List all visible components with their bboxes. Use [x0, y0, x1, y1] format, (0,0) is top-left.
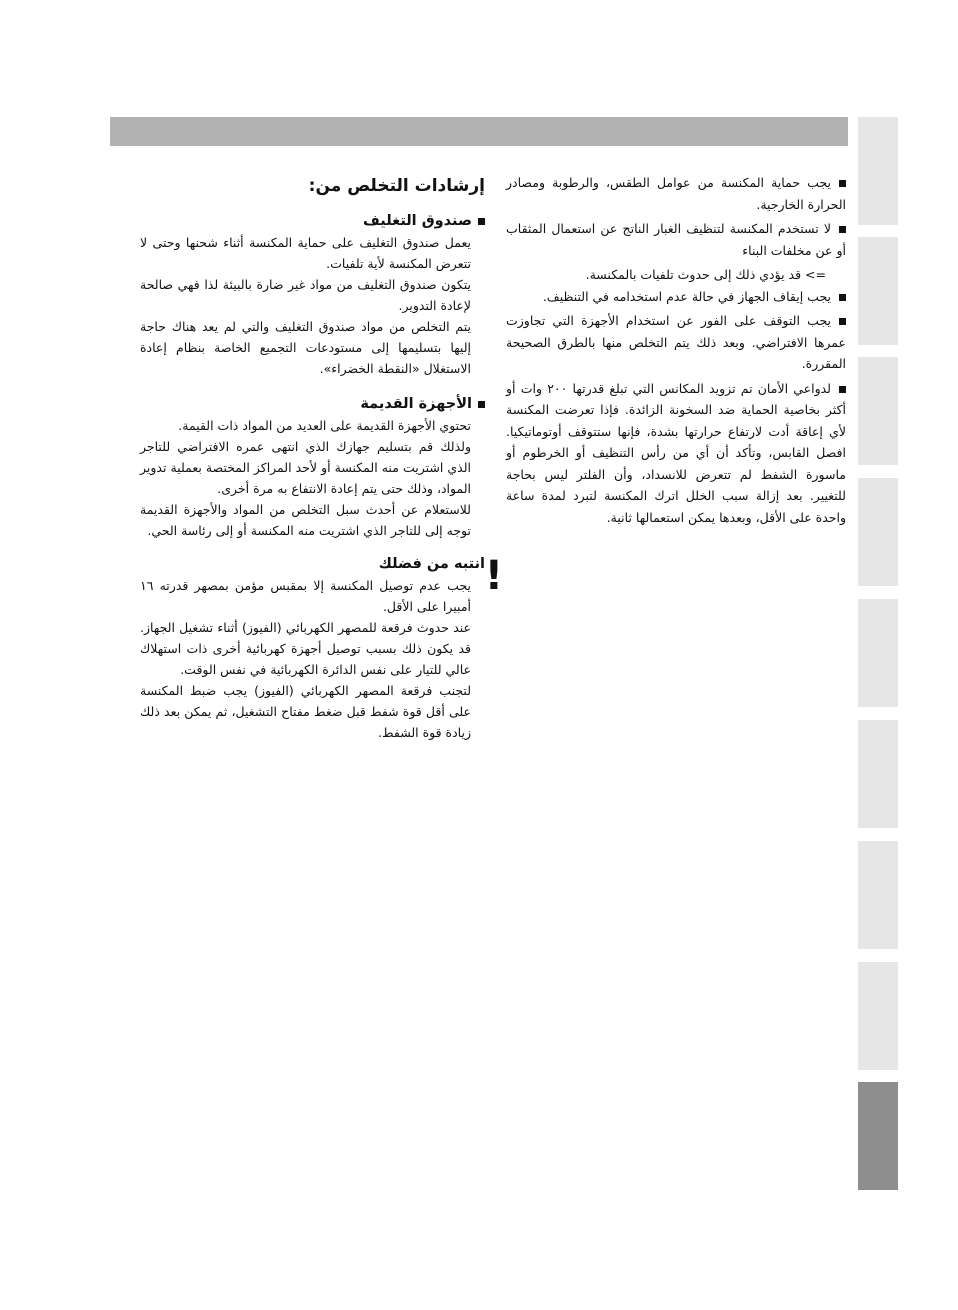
left-column [140, 172, 503, 743]
bullet-old-devices: يجب التوقف على الفور عن استخدام الأجهزة التي تجاوزت عمرها الافتراضي. وبعد ذلك يتم التخلص منها بالطرق الصحيحة المقررة. [506, 313, 846, 371]
bullet-overheat: لدواعي الأمان تم تزويد المكانس التي تبلغ قدرتها ٢٠٠ وات أو أكثر بخاصية الحماية ضد السخونة الزائدة. فإذا تعرضت المكنسة لأي إعاقة أدت لارتفاع حرارتها بشدة، فإنها ستتوقف أوتوماتيكيا. افصل القابس، وتأكد أن أي من رأس التنظيف أو الخرطوم أو ماسورة الشفط لم تتعرض للانسداد، وأن الفلتر ليس بحاجة للتغيير. بعد إزالة سبب الخلل اترك المكنسة لتبرد لمدة ساعة واحدة على الأقل، وبعدها يمكن استعمالها ثانية. [506, 380, 846, 525]
header-bar [110, 117, 848, 146]
attention-para-3: لتجنب فرقعة المصهر الكهربائي (الفيوز) يجب ضبط المكنسة على أقل قوة شفط قبل ضغط مفتاح التشغيل، ثم يمكن بعد ذلك زيادة قوة الشفط. [140, 683, 471, 740]
arrow-note: => قد يؤدي ذلك إلى حدوث تلفيات بالمكنسة. [585, 267, 826, 282]
bullet-square-icon [839, 294, 846, 301]
bullet-dust: لا تستخدم المكنسة لتنظيف الغبار الناتج عن استعمال المثقاب أو عن مخلفات البناء [506, 221, 846, 258]
bullet-switch-off: يجب إيقاف الجهاز في حالة عدم استخدامه في التنظيف. [506, 286, 846, 308]
attention-block [140, 553, 503, 743]
right-column [506, 172, 846, 531]
packaging-para-3: يتم التخلص من مواد صندوق التغليف والتي لم يعد هناك حاجة إليها بتسليمها إلى مستودعات التجميع الخاصة بنظام إعادة الاستغلال «النقطة الخضراء». [140, 319, 471, 376]
side-tab-7[interactable] [858, 841, 898, 949]
bullet-square-icon [839, 180, 846, 187]
packaging-heading: صندوق التغليف [140, 210, 485, 232]
bullet-square-icon [839, 226, 846, 233]
side-tab-2[interactable] [858, 237, 898, 345]
bullet-weather: يجب حماية المكنسة من عوامل الطقس، والرطوبة ومصادر الحرارة الخارجية. [506, 175, 846, 212]
old-devices-para-1: تحتوي الأجهزة القديمة على العديد من المواد ذات القيمة. [178, 418, 471, 433]
attention-heading: انتبه من فضلك [378, 556, 485, 572]
old-devices-heading: الأجهزة القديمة [140, 393, 485, 415]
side-tab-1[interactable] [858, 117, 898, 225]
old-devices-para-2: ولذلك قم بتسليم جهازك الذي انتهى عمره الافتراضي للتاجر الذي اشتريت منه المكنسة أو لأحد المراكز المختصة بعملية تدوير المواد، وذلك حتى يتم إعادة الانتفاع به مرة أخرى. [140, 439, 471, 496]
side-tab-5[interactable] [858, 599, 898, 707]
side-tab-4[interactable] [858, 478, 898, 586]
exclamation-icon: ! [484, 553, 503, 599]
side-tab-8[interactable] [858, 962, 898, 1070]
old-devices-para-3: للاستعلام عن أحدث سبل التخلص من المواد والأجهزة القديمة توجه إلى للتاجر الذي اشتريت منه المكنسة أو إلى رئاسة الحي. [140, 502, 471, 538]
bullet-square-icon [839, 318, 846, 325]
packaging-para-1: يعمل صندوق التغليف على حماية المكنسة أثناء شحنها وحتى لا تتعرض المكنسة لأية تلفيات. [140, 235, 471, 271]
side-tab-6[interactable] [858, 720, 898, 828]
side-tab-3[interactable] [858, 357, 898, 465]
attention-para-1: يجب عدم توصيل المكنسة إلا بمقبس مؤمن بمصهر قدرته ١٦ أمبيرا على الأقل. [140, 578, 471, 614]
packaging-para-2: يتكون صندوق التغليف من مواد غير ضارة بالبيئة لذا فهي صالحة لإعادة التدوير. [140, 277, 471, 313]
bullet-square-icon [839, 386, 846, 393]
bullet-square-icon [478, 218, 485, 225]
disposal-title: إرشادات التخلص من: [308, 176, 485, 196]
attention-para-2: عند حدوث فرقعة للمصهر الكهربائي (الفيوز) أثناء تشغيل الجهاز. قد يكون ذلك بسبب توصيل أجهزة كهربائية أخرى ذات استهلاك عالي للتيار على نفس الدائرة الكهربائية في نفس الوقت. [140, 620, 471, 677]
bullet-square-icon [478, 401, 485, 408]
side-tab-active[interactable] [858, 1082, 898, 1190]
